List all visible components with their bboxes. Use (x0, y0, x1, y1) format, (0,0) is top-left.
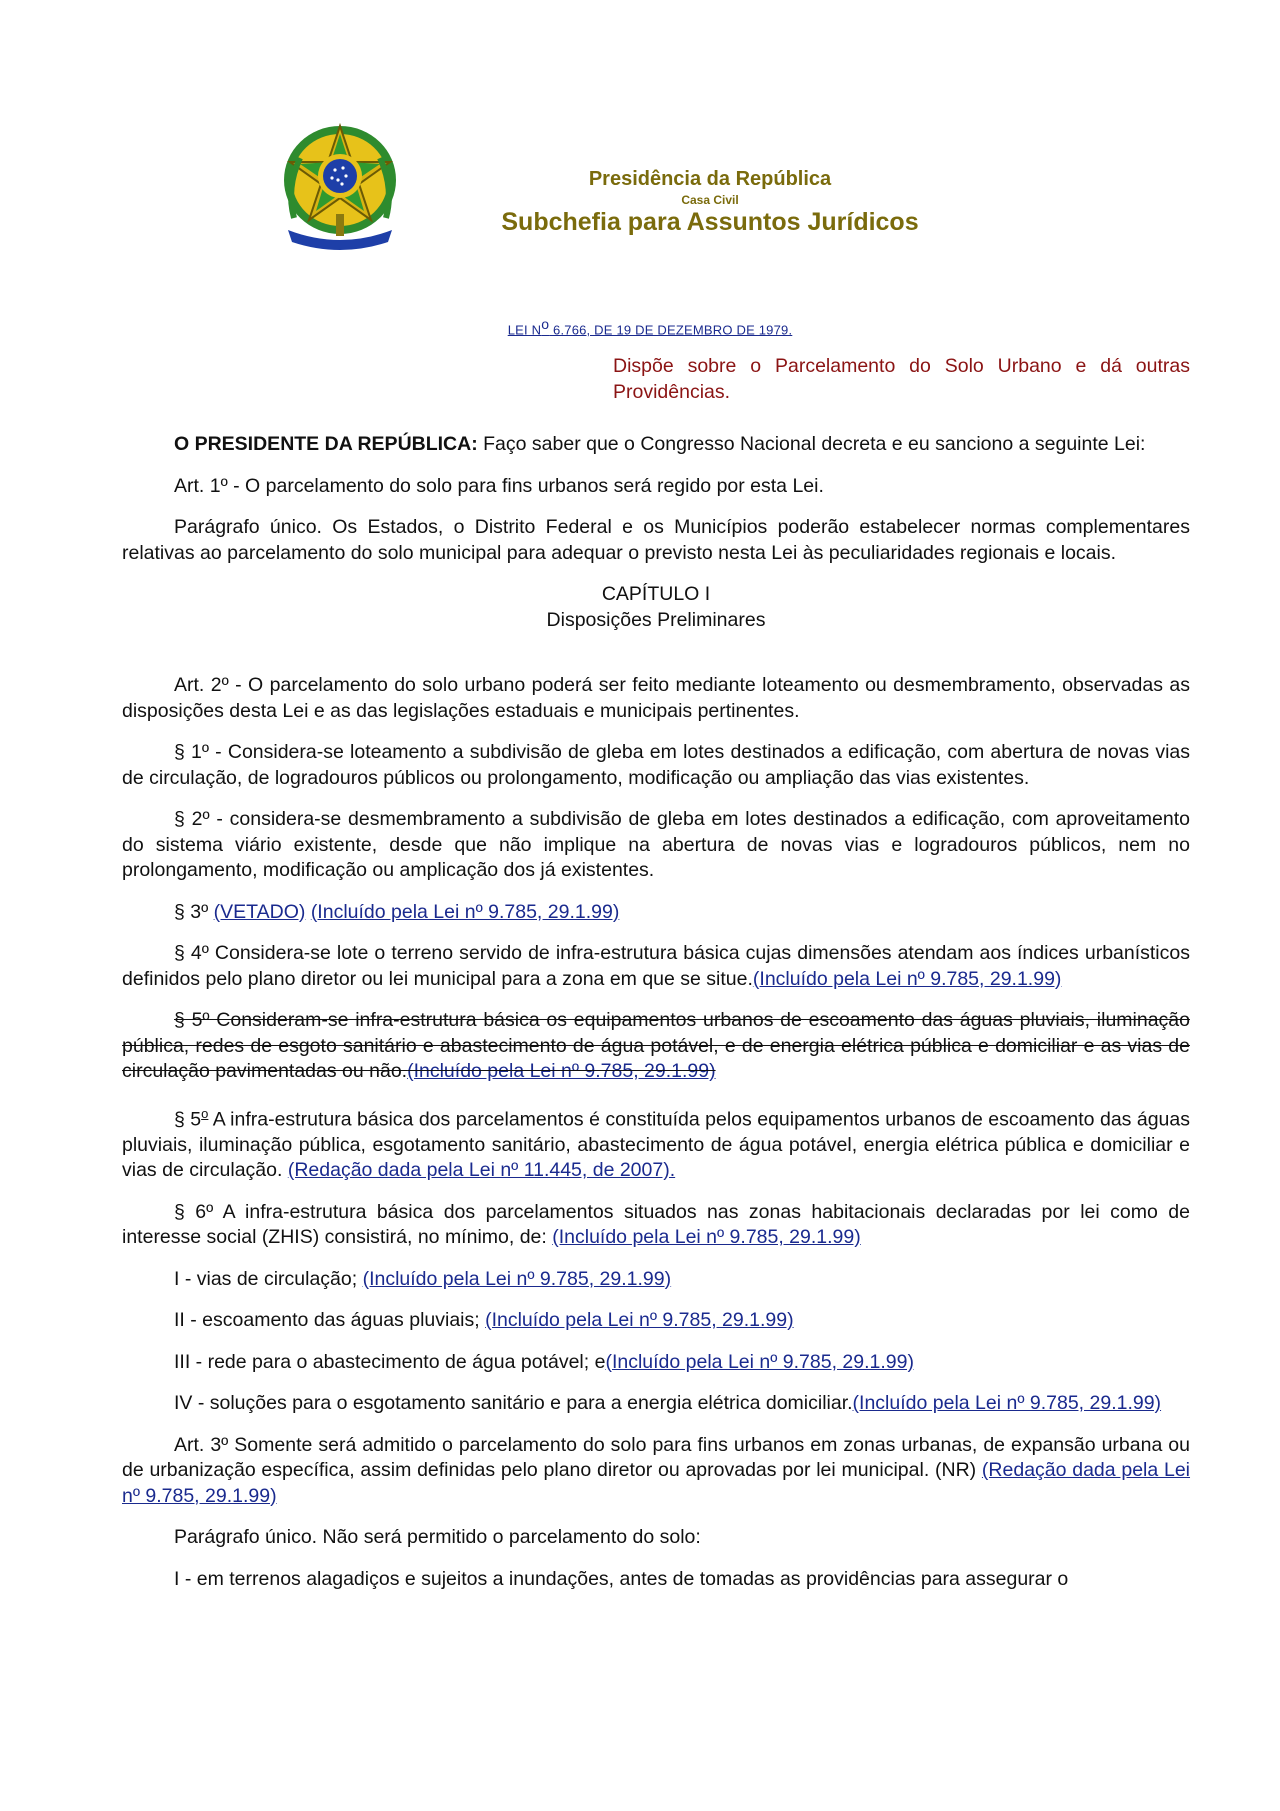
preamble (122, 432, 1190, 458)
law-title-post: 6.766, DE 19 DE DEZEMBRO DE 1979. (549, 322, 793, 338)
chapter-heading (122, 582, 1190, 633)
inciso-2-text: II - escoamento das águas pluviais; (174, 1309, 486, 1331)
law-title-link[interactable] (490, 316, 810, 337)
art3-paragrafo-unico: Parágrafo único. Não será permitido o parcelamento do solo: (174, 1526, 701, 1548)
art3 (122, 1433, 1190, 1510)
art2-par4-text: § 4º Considera-se lote o terreno servido de infra-estrutura básica cujas dimensões atendam aos índices urbanísticos definidos pelo plano diretor ou lei municipal para a zona em que se situe. (122, 942, 1190, 990)
art3-inciso-1: I - em terrenos alagadiços e sujeitos a inundações, antes de tomadas as providências para assegurar o (174, 1567, 1069, 1590)
header-subchefia: Subchefia para Assuntos Jurídicos (501, 208, 919, 236)
art3-text: Art. 3º Somente será admitido o parcelamento do solo para fins urbanos em zonas urbanas, de expansão urbana ou de urbanização específica, assim definidas pelo plano diretor ou aprovadas por lei municipal. (NR) (122, 1433, 1190, 1481)
art2-par6-link[interactable]: (Incluído pela Lei nº 9.785, 29.1.99) (552, 1226, 861, 1248)
inciso-2 (122, 1308, 1190, 1334)
art2-par6-text: § 6º A infra-estrutura básica dos parcelamentos situados nas zonas habitacionais declaradas por lei como de interesse social (ZHIS) consistirá, no mínimo, de: (122, 1200, 1190, 1248)
art2-par5 (122, 1101, 1190, 1184)
art1-paragrafo-unico: Parágrafo único. Os Estados, o Distrito Federal e os Municípios poderão estabelecer normas complementares relativas ao parcelamento do solo municipal para adequar o previsto nesta Lei às peculiaridades regionais e locais. (122, 516, 1190, 564)
header-presidencia: Presidência da República (588, 168, 832, 190)
art2-par2: § 2º - considera-se desmembramento a subdivisão de gleba em lotes destinados a edificação, com aproveitamento do sistema viário existente, desde que não implique na abertura de novas vias e logradouros públicos, nem no prolongamento, modificação ou amplicação dos já existentes. (122, 808, 1190, 881)
preamble-bold: O PRESIDENTE DA REPÚBLICA: (174, 433, 478, 455)
law-ementa: Dispõe sobre o Parcelamento do Solo Urbano e dá outras Providências. (613, 355, 1190, 403)
art2-par4 (122, 941, 1190, 992)
art2-par5-link[interactable]: (Redação dada pela Lei nº 11.445, de 2007). (287, 1159, 676, 1181)
chapter-number: CAPÍTULO I (601, 583, 711, 605)
art2-par6 (122, 1200, 1190, 1251)
art2-par3-text: § 3º (174, 900, 214, 923)
inciso-1 (122, 1267, 1190, 1293)
art3-link[interactable]: (Redação dada pela Lei nº 9.785, 29.1.99) (122, 1459, 1191, 1507)
art2-par5-revoked-text: § 5º Consideram-se infra-estrutura básica os equipamentos urbanos de escoamento das águas pluviais, iluminação pública, redes de esgoto sanitário e abastecimento de água potável, e de energia elétrica pública e domiciliar e as vias de circulação pavimentadas ou não. (122, 1009, 1190, 1082)
art2: Art. 2º - O parcelamento do solo urbano poderá ser feito mediante loteamento ou desmembramento, observadas as disposições desta Lei e as das legislações estaduais e municipais pertinentes. (122, 674, 1190, 722)
inciso-3-text: III - rede para o abastecimento de água potável; e (174, 1350, 606, 1373)
art2-par3-link[interactable]: (Incluído pela Lei nº 9.785, 29.1.99) (310, 900, 620, 923)
art2-par5-revoked (122, 1008, 1190, 1085)
inciso-4 (122, 1391, 1190, 1417)
art2-par1: § 1º - Considera-se loteamento a subdivisão de gleba em lotes destinados a edificação, com abertura de novas vias de circulação, de logradouros públicos ou prolongamento, modificação ou ampliação das vias existentes. (122, 741, 1190, 789)
inciso-1-text: I - vias de circulação; (174, 1267, 363, 1290)
vetado-link[interactable]: (VETADO) (213, 900, 306, 923)
inciso-4-text: IV - soluções para o esgotamento sanitário e para a energia elétrica domiciliar. (174, 1392, 853, 1414)
law-title-sup: o (541, 316, 550, 332)
inciso-4-link[interactable]: (Incluído pela Lei nº 9.785, 29.1.99) (852, 1392, 1162, 1414)
inciso-2-link[interactable]: (Incluído pela Lei nº 9.785, 29.1.99) (485, 1309, 794, 1331)
chapter-title: Disposições Preliminares (546, 608, 766, 631)
art2-par3 (122, 900, 1190, 926)
header-casa-civil: Casa Civil (681, 193, 739, 207)
art2-par4-link[interactable]: (Incluído pela Lei nº 9.785, 29.1.99) (752, 967, 1062, 990)
preamble-rest: Faço saber que o Congresso Nacional decreta e eu sanciono a seguinte Lei: (477, 433, 1146, 455)
art1: Art. 1º - O parcelamento do solo para fins urbanos será regido por esta Lei. (174, 474, 824, 497)
art2-par5-pre: § 5 (174, 1108, 202, 1130)
inciso-3 (122, 1350, 1190, 1376)
inciso-3-link[interactable]: (Incluído pela Lei nº 9.785, 29.1.99) (605, 1350, 914, 1373)
art2-par5-revoked-link[interactable]: (Incluído pela Lei nº 9.785, 29.1.99) (407, 1060, 716, 1082)
art2-par5-sup: o (201, 1105, 209, 1121)
law-body (122, 432, 1190, 1608)
coat-of-arms-emblem (280, 118, 400, 250)
inciso-1-link[interactable]: (Incluído pela Lei nº 9.785, 29.1.99) (362, 1267, 672, 1290)
art2-par5-text: A infra-estrutura básica dos parcelamentos é constituída pelos equipamentos urbanos de escoamento das águas pluviais, iluminação pública, esgotamento sanitário, abastecimento de água potável, energia elétrica pública e domiciliar e vias de circulação. (122, 1108, 1191, 1181)
law-title-pre: LEI N (507, 322, 542, 338)
